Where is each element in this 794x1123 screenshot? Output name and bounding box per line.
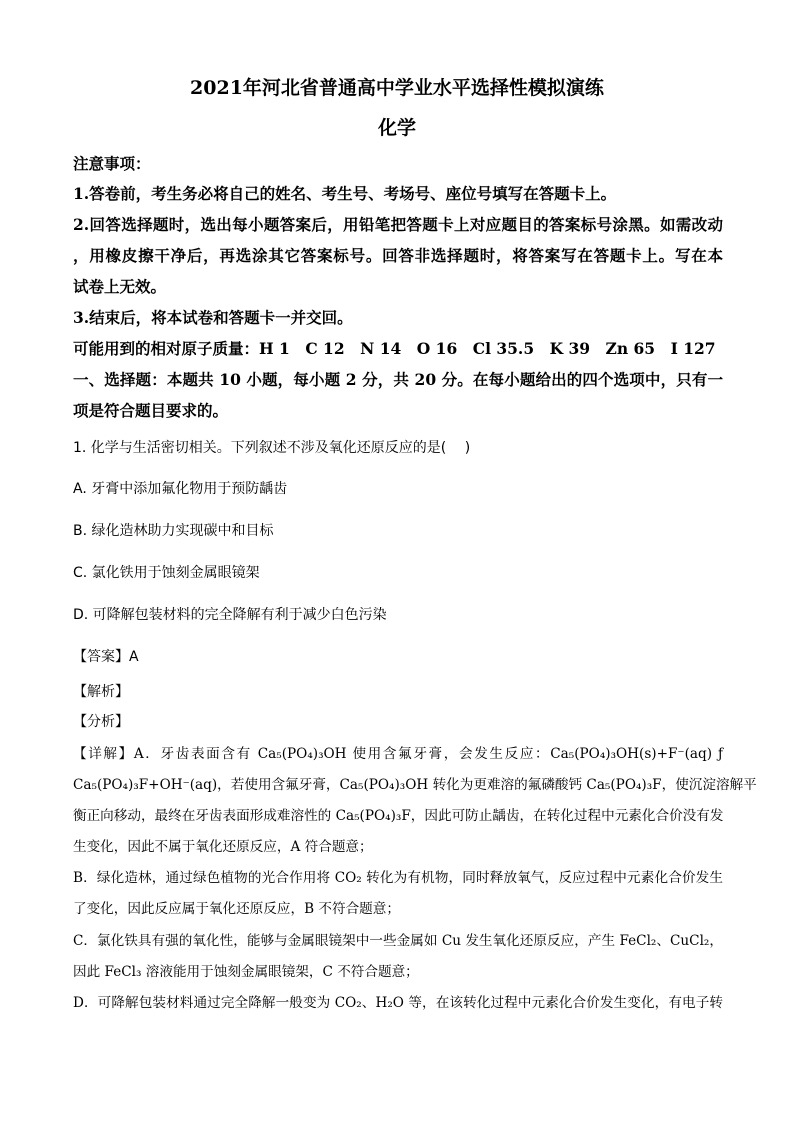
explanation-a-line-2: Ca₅(PO₄)₃F+OH⁻(aq)，若使用含氟牙膏，Ca₅(PO₄)₃OH 转化为更难溶的氟磷酸钙 Ca₅(PO₄)₃F，使沉淀溶解平 bbox=[73, 777, 757, 793]
subject-title: 化学 bbox=[377, 117, 416, 139]
notice-item-3: 3.结束后，将本试卷和答题卡一并交回。 bbox=[73, 308, 353, 327]
explanation-a-line-1: 【详解】A．牙齿表面含有 Ca₅(PO₄)₃OH 使用含氟牙膏，会发生反应：Ca₅(PO₄)₃OH(s)+F⁻(aq) ƒ bbox=[73, 746, 723, 762]
notice-heading: 注意事项： bbox=[73, 154, 151, 173]
exam-title: 2021年河北省普通高中学业水平选择性模拟演练 bbox=[190, 77, 604, 99]
atomic-mass-line: 可能用到的相对原子质量：H 1 C 12 N 14 O 16 Cl 35.5 K 39 Zn 65 I 127 bbox=[73, 339, 716, 358]
explanation-d-line-1: D．可降解包装材料通过完全降解一般变为 CO₂、H₂O 等，在该转化过程中元素化合价发生变化，有电子转 bbox=[73, 995, 723, 1011]
section-heading-line-2: 项是符合题目要求的。 bbox=[73, 401, 229, 420]
explanation-c-line-2: 因此 FeCl₃ 溶液能用于蚀刻金属眼镜架，C 不符合题意； bbox=[73, 964, 419, 980]
question-1-option-d: D. 可降解包装材料的完全降解有利于减少白色污染 bbox=[73, 607, 387, 623]
answer-label: 【答案】A bbox=[73, 649, 139, 665]
question-1-option-c: C. 氯化铁用于蚀刻金属眼镜架 bbox=[73, 565, 260, 581]
explanation-a-line-4: 生变化，因此不属于氧化还原反应，A 符合题意； bbox=[73, 839, 373, 855]
notice-item-1: 1.答卷前，考生务必将自己的姓名、考生号、考场号、座位号填写在答题卡上。 bbox=[73, 184, 617, 203]
section-heading-line-1: 一、选择题：本题共 10 小题，每小题 2 分，共 20 分。在每小题给出的四个选项中，只有一 bbox=[73, 370, 723, 389]
question-1-stem: 1. 化学与生活密切相关。下列叙述不涉及氧化还原反应的是( ) bbox=[73, 440, 471, 456]
analysis-label: 【解析】 bbox=[73, 684, 129, 700]
explanation-a-line-3: 衡正向移动，最终在牙齿表面形成难溶性的 Ca₅(PO₄)₃F，因此可防止龋齿，在转化过程中元素化合价没有发 bbox=[73, 808, 724, 824]
explanation-b-line-1: B．绿化造林，通过绿色植物的光合作用将 CO₂ 转化为有机物，同时释放氧气，反应过程中元素化合价发生 bbox=[73, 870, 723, 886]
explanation-c-line-1: C．氯化铁具有强的氧化性，能够与金属眼镜架中一些金属如 Cu 发生氧化还原反应，产生 FeCl₂、CuCl₂， bbox=[73, 933, 723, 949]
notice-item-2-line-3: 试卷上无效。 bbox=[73, 277, 167, 296]
question-1-option-b: B. 绿化造林助力实现碳中和目标 bbox=[73, 523, 274, 539]
explanation-b-line-2: 了变化，因此反应属于氧化还原反应，B 不符合题意； bbox=[73, 901, 400, 917]
notice-item-2-line-1: 2.回答选择题时，选出每小题答案后，用铅笔把答题卡上对应题目的答案标号涂黑。如需改动 bbox=[73, 215, 723, 234]
fenxi-label: 【分析】 bbox=[73, 714, 129, 730]
notice-item-2-line-2: ，用橡皮擦干净后，再选涂其它答案标号。回答非选择题时，将答案写在答题卡上。写在本 bbox=[73, 246, 723, 265]
question-1-option-a: A. 牙膏中添加氟化物用于预防龋齿 bbox=[73, 481, 288, 497]
